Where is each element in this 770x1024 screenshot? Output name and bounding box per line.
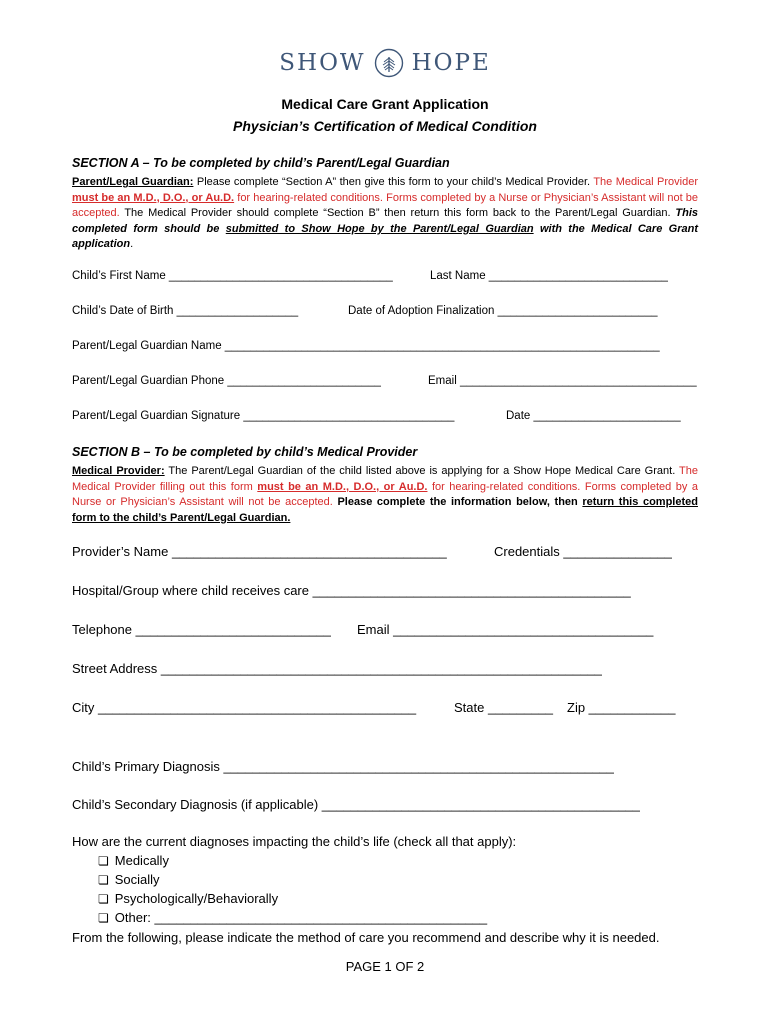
warning-text: The Medical Provider filling out this form bbox=[72, 465, 698, 493]
checkbox-psychologically[interactable] bbox=[98, 891, 278, 906]
guardian-email-field[interactable]: Email _____________________________________ bbox=[428, 375, 697, 387]
checkbox-label: Socially bbox=[114, 872, 160, 887]
primary-diagnosis-field[interactable]: Child’s Primary Diagnosis ______________________________________________________ bbox=[72, 759, 614, 774]
section-b-instructions bbox=[72, 464, 698, 526]
instruction-text: The Medical Provider should complete “Section B” then return this form back to the Parent/Legal Guardian. bbox=[119, 207, 676, 220]
instruction-text: Please complete “Section A” then give this form to your child’s Medical Provider. bbox=[193, 176, 594, 188]
instruction-label: Parent/Legal Guardian: bbox=[72, 176, 194, 188]
logo-word-left: SHOW bbox=[279, 50, 366, 76]
guardian-phone-field[interactable]: Parent/Legal Guardian Phone ________________________ bbox=[72, 375, 381, 387]
impact-question: How are the current diagnoses impacting the child’s life (check all that apply): bbox=[72, 834, 517, 849]
warning-text: for hearing-related conditions. Forms completed by a Nurse or Physician’s Assistant will not be accepted. bbox=[72, 480, 698, 509]
method-question: From the following, please indicate the method of care you recommend and describe why it is needed. bbox=[72, 930, 660, 945]
provider-name-field[interactable]: Provider’s Name ______________________________________ bbox=[72, 544, 447, 559]
checkbox-label: Psychologically/Behaviorally bbox=[114, 891, 279, 906]
section-a-heading: SECTION A – To be completed by child’s Parent/Legal Guardian bbox=[72, 156, 450, 170]
section-a-instructions bbox=[72, 175, 698, 253]
page-number: PAGE 1 OF 2 bbox=[345, 959, 425, 974]
checkbox-medically[interactable] bbox=[98, 853, 169, 868]
return-note-emphasis: return this completed form to the child’s Parent/Legal Guardian. bbox=[72, 496, 698, 524]
provider-telephone-field[interactable]: Telephone ___________________________ bbox=[72, 622, 331, 637]
child-dob-field[interactable]: Child’s Date of Birth ___________________ bbox=[72, 305, 299, 317]
checkbox-label: Other: ______________________________________________ bbox=[114, 910, 488, 925]
child-first-name-field[interactable]: Child’s First Name ___________________________________ bbox=[72, 270, 393, 282]
street-address-field[interactable]: Street Address _____________________________________________________________ bbox=[72, 661, 602, 676]
form-title: Medical Care Grant Application bbox=[281, 96, 489, 112]
hospital-group-field[interactable]: Hospital/Group where child receives care ____________________________________________ bbox=[72, 583, 631, 598]
checkbox-icon[interactable]: ❏ bbox=[98, 854, 109, 868]
credentials-field[interactable]: Credentials _______________ bbox=[494, 544, 672, 559]
submission-note: with the Medical Care Grant application bbox=[72, 222, 698, 251]
child-last-name-field[interactable]: Last Name ____________________________ bbox=[430, 270, 668, 282]
signature-date-field[interactable]: Date _______________________ bbox=[506, 410, 681, 422]
guardian-signature-field[interactable]: Parent/Legal Guardian Signature _________________________________ bbox=[72, 410, 455, 422]
checkbox-icon[interactable]: ❏ bbox=[98, 911, 109, 925]
guardian-name-field[interactable]: Parent/Legal Guardian Name ____________________________________________________________________ bbox=[72, 340, 660, 352]
state-field[interactable]: State _________ bbox=[454, 700, 554, 715]
checkbox-icon[interactable]: ❏ bbox=[98, 873, 109, 887]
show-hope-logo bbox=[0, 48, 770, 78]
checkbox-socially[interactable] bbox=[98, 872, 160, 887]
logo-word-right: HOPE bbox=[411, 50, 491, 76]
warning-text: for hearing-related conditions. Forms completed by a Nurse or Physician’s Assistant will not be accepted. bbox=[72, 191, 699, 220]
warning-text: The Medical Provider bbox=[593, 176, 699, 188]
instruction-label: Medical Provider: bbox=[72, 465, 165, 477]
warning-emphasis: must be an M.D., D.O., or Au.D. bbox=[72, 191, 235, 204]
secondary-diagnosis-field[interactable]: Child’s Secondary Diagnosis (if applicable) ____________________________________________ bbox=[72, 797, 640, 812]
city-field[interactable]: City ____________________________________________ bbox=[72, 700, 417, 715]
tree-emblem-icon bbox=[374, 48, 404, 78]
submission-note: This completed form should be bbox=[72, 207, 698, 235]
warning-emphasis: must be an M.D., D.O., or Au.D. bbox=[257, 480, 428, 493]
checkbox-other[interactable] bbox=[98, 910, 487, 925]
instruction-text: The Parent/Legal Guardian of the child listed above is applying for a Show Hope Medical Care Grant. bbox=[164, 465, 680, 477]
adoption-date-field[interactable]: Date of Adoption Finalization _________________________ bbox=[348, 305, 658, 317]
zip-field[interactable]: Zip ____________ bbox=[567, 700, 676, 715]
return-note: Please complete the information below, then bbox=[332, 496, 583, 509]
section-b-heading: SECTION B – To be completed by child’s Medical Provider bbox=[72, 445, 418, 459]
submission-note-emphasis: submitted to Show Hope by the Parent/Legal Guardian bbox=[225, 222, 534, 235]
instruction-end: . bbox=[130, 238, 134, 251]
provider-email-field[interactable]: Email ____________________________________ bbox=[357, 622, 654, 637]
form-subtitle: Physician’s Certification of Medical Condition bbox=[233, 118, 537, 134]
checkbox-icon[interactable]: ❏ bbox=[98, 892, 109, 906]
checkbox-label: Medically bbox=[114, 853, 169, 868]
